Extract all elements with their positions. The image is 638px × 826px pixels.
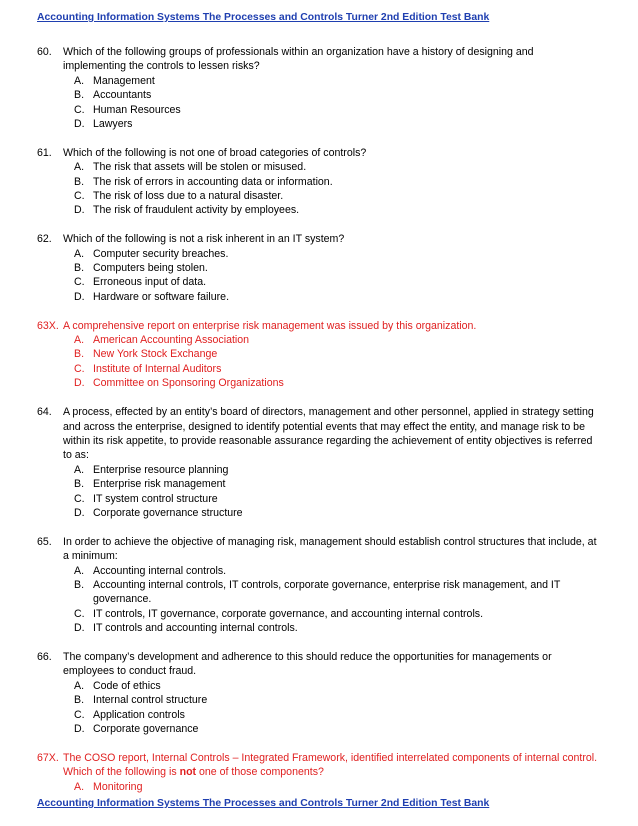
answer-option: [74, 722, 598, 736]
option-text: Corporate governance: [93, 723, 199, 735]
option-text: Management: [93, 74, 155, 87]
stem-text: one of those components?: [196, 766, 324, 779]
option-letter: D.: [74, 506, 85, 519]
option-letter: B.: [74, 262, 85, 275]
option-letter: A.: [74, 780, 85, 793]
answer-options: [0, 679, 638, 737]
option-text: Accounting internal controls.: [93, 564, 227, 577]
option-text: Accounting internal controls, IT controls, corporate governance, enterprise risk management, and IT governance.: [93, 578, 561, 606]
option-letter: A.: [74, 679, 85, 692]
page-footer: Accounting Information Systems The Processes and Controls Turner 2nd Edition Test Bank: [37, 798, 490, 809]
option-text: The risk of fraudulent activity by employees.: [93, 204, 300, 217]
option-letter: C.: [74, 708, 85, 721]
answer-options: [0, 247, 638, 305]
option-text: IT controls, IT governance, corporate governance, and accounting internal controls.: [93, 607, 484, 620]
page-header: Accounting Information Systems The Processes and Controls Turner 2nd Edition Test Bank: [37, 12, 490, 23]
question-stem: A comprehensive report on enterprise risk management was issued by this organization.: [63, 319, 477, 332]
answer-option: [74, 376, 598, 390]
question-number: 67X.: [37, 751, 59, 764]
answer-option: [74, 203, 598, 217]
question-list: [0, 45, 638, 808]
answer-option: [74, 679, 598, 693]
question-stem: Which of the following groups of professionals within an organization have a history of designing and implementing the controls to lessen risks?: [63, 46, 534, 73]
option-text: Erroneous input of data.: [93, 276, 207, 289]
option-text: Human Resources: [93, 103, 181, 116]
option-text: New York Stock Exchange: [93, 348, 218, 361]
option-letter: B.: [74, 694, 85, 707]
answer-options: [0, 780, 638, 794]
option-letter: D.: [74, 377, 85, 390]
option-letter: B.: [74, 89, 85, 102]
answer-option: [74, 492, 598, 506]
option-letter: C.: [74, 492, 85, 505]
answer-options: [0, 160, 638, 218]
answer-options: [0, 74, 638, 132]
answer-option: [74, 564, 598, 578]
option-letter: A.: [74, 463, 85, 476]
option-text: American Accounting Association: [93, 334, 250, 347]
stem-emphasis: not: [179, 766, 197, 779]
stem-text: The COSO report, Internal Controls – Integrated Framework, identified interrelated components of internal control. Which of the following is: [63, 751, 598, 779]
option-text: Internal control structure: [93, 694, 208, 707]
option-text: The risk that assets will be stolen or misused.: [93, 161, 307, 174]
question-number: 60.: [37, 46, 52, 58]
option-text: The risk of errors in accounting data or information.: [93, 175, 333, 188]
option-text: Monitoring: [93, 780, 143, 793]
option-letter: A.: [74, 564, 85, 577]
option-text: Accountants: [93, 89, 152, 102]
question-61: [0, 146, 638, 218]
answer-option: [74, 175, 598, 189]
option-text: Computers being stolen.: [93, 262, 208, 275]
option-letter: A.: [74, 74, 85, 87]
question-stem: Which of the following is not one of broad categories of controls?: [63, 146, 367, 159]
option-text: IT controls and accounting internal controls.: [93, 622, 298, 635]
question-stem: In order to achieve the objective of managing risk, management should establish control structures that include, at a minimum:: [63, 535, 597, 563]
question-67x: [0, 751, 638, 794]
option-letter: D.: [74, 118, 85, 131]
option-letter: B.: [74, 478, 85, 491]
option-letter: D.: [74, 204, 85, 217]
option-text: Computer security breaches.: [93, 247, 229, 260]
answer-options: [0, 564, 638, 636]
answer-option: [74, 160, 598, 174]
answer-option: [74, 477, 598, 491]
answer-option: [74, 247, 598, 261]
question-66: [0, 650, 638, 736]
question-60: [0, 45, 638, 131]
answer-option: [74, 347, 598, 361]
answer-option: [74, 607, 598, 621]
option-letter: D.: [74, 622, 85, 635]
question-stem: [63, 751, 598, 780]
question-number: 62.: [37, 233, 52, 246]
option-text: The risk of loss due to a natural disaster.: [93, 190, 284, 203]
answer-option: [74, 103, 598, 117]
answer-option: [74, 275, 598, 289]
option-letter: A.: [74, 247, 85, 260]
answer-option: [74, 780, 598, 794]
question-number: 66.: [37, 650, 52, 663]
answer-option: [74, 290, 598, 304]
option-text: Lawyers: [93, 118, 133, 131]
answer-option: [74, 117, 598, 131]
question-number: 61.: [37, 146, 52, 159]
answer-options: [0, 463, 638, 521]
option-letter: A.: [74, 161, 85, 174]
answer-option: [74, 362, 598, 376]
answer-option: [74, 333, 598, 347]
option-letter: D.: [74, 723, 85, 735]
question-65: [0, 535, 638, 636]
option-letter: C.: [74, 362, 85, 375]
option-letter: C.: [74, 607, 85, 620]
question-stem: A process, effected by an entity’s board of directors, management and other personnel, applied in strategy setting and across the enterprise, designed to identify potential events that may effect the entity, and manage risk to be within its risk appetite, to provide reasonable assurance regarding the achievement of entity objectives is referred to as:: [63, 406, 594, 462]
option-letter: B.: [74, 175, 85, 188]
answer-options: [0, 333, 638, 391]
answer-option: [74, 189, 598, 203]
question-stem: Which of the following is not a risk inherent in an IT system?: [63, 233, 345, 246]
question-62: [0, 232, 638, 304]
question-63x: [0, 319, 638, 391]
option-letter: C.: [74, 190, 85, 203]
question-number: 63X.: [37, 319, 59, 332]
option-text: Enterprise resource planning: [93, 463, 229, 476]
answer-option: [74, 506, 598, 520]
option-letter: A.: [74, 334, 85, 347]
answer-option: [74, 708, 598, 722]
option-letter: B.: [74, 348, 85, 361]
option-text: Application controls: [93, 708, 185, 721]
option-letter: D.: [74, 290, 85, 303]
option-text: Enterprise risk management: [93, 478, 226, 491]
option-text: Institute of Internal Auditors: [93, 362, 222, 375]
question-number: 64.: [37, 406, 52, 419]
answer-option: [74, 463, 598, 477]
option-text: Corporate governance structure: [93, 506, 243, 519]
question-stem: The company’s development and adherence to this should reduce the opportunities for managements or employees to conduct fraud.: [63, 650, 552, 678]
option-letter: B.: [74, 578, 85, 591]
answer-option: [74, 74, 598, 88]
option-letter: C.: [74, 103, 85, 116]
answer-option: [74, 578, 598, 607]
option-text: Code of ethics: [93, 679, 161, 692]
option-text: IT system control structure: [93, 492, 218, 505]
option-letter: C.: [74, 276, 85, 289]
option-text: Hardware or software failure.: [93, 290, 230, 303]
question-number: 65.: [37, 535, 52, 548]
answer-option: [74, 261, 598, 275]
answer-option: [74, 88, 598, 102]
option-text: Committee on Sponsoring Organizations: [93, 377, 284, 390]
answer-option: [74, 621, 598, 635]
question-64: [0, 405, 638, 520]
answer-option: [74, 693, 598, 707]
